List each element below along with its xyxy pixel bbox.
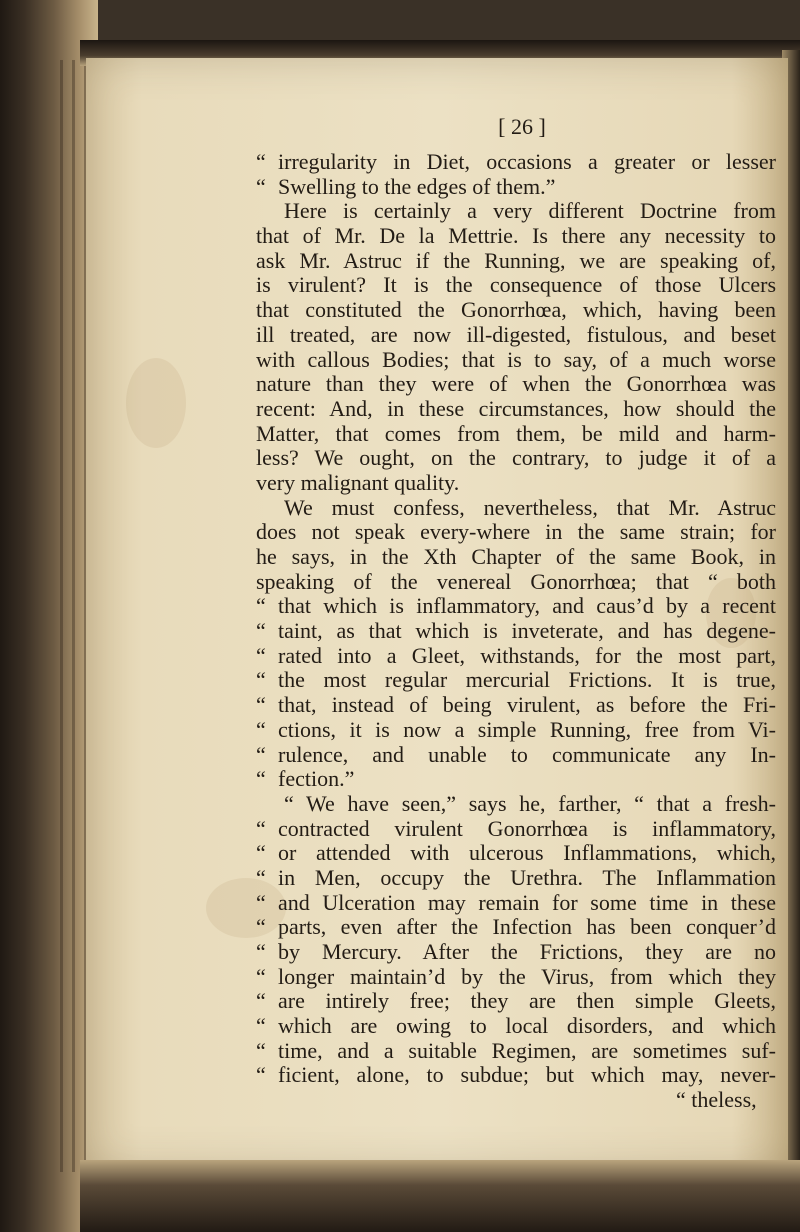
line-text: taint, as that which is inveterate, and has degene- — [278, 618, 776, 644]
quote-mark: “ — [256, 988, 266, 1014]
text-line — [256, 1014, 776, 1039]
text-line — [256, 348, 776, 373]
text-line — [256, 1039, 776, 1064]
catchword: “ theless, — [676, 1087, 757, 1113]
line-text: in Men, occupy the Urethra. The Inflammation — [278, 864, 776, 890]
text-line — [256, 841, 776, 866]
text-line — [256, 273, 776, 298]
text-line — [256, 372, 776, 397]
line-text: We must confess, nevertheless, that Mr. Astruc — [284, 494, 776, 520]
book-binding — [0, 0, 98, 1232]
line-text: with callous Bodies; that is to say, of a much worse — [256, 346, 776, 372]
line-text: ill treated, are now ill-digested, fistulous, and beset — [256, 321, 776, 347]
line-text: by Mercury. After the Frictions, they are no — [278, 939, 776, 964]
line-text: Matter, that comes from them, be mild and harm- — [256, 420, 776, 446]
text-line — [256, 150, 776, 175]
quote-mark: “ — [256, 864, 266, 890]
quote-mark: “ — [256, 1062, 266, 1088]
text-line — [256, 570, 776, 595]
text-line — [256, 323, 776, 348]
quote-mark: “ — [256, 173, 266, 199]
text-line — [256, 792, 776, 817]
line-text: “ We have seen,” says he, farther, “ that a fresh- — [284, 790, 776, 816]
page-bottom-edge — [80, 1160, 800, 1232]
body-text — [256, 150, 776, 1088]
line-text: rated into a Gleet, withstands, for the most part, — [278, 642, 776, 668]
quote-mark: “ — [256, 914, 266, 940]
text-line — [256, 866, 776, 891]
quote-mark: “ — [256, 642, 266, 668]
quote-mark: “ — [256, 692, 266, 718]
line-text: fection.” — [278, 766, 355, 792]
line-text: Here is certainly a very different Doctrine from — [284, 198, 776, 224]
line-text: ctions, it is now a simple Running, free from Vi- — [278, 716, 776, 742]
quote-mark: “ — [256, 716, 266, 742]
text-line — [256, 298, 776, 323]
line-text: longer maintain’d by the Virus, from which they — [278, 963, 776, 989]
text-line — [256, 767, 776, 792]
quote-mark: “ — [256, 766, 266, 792]
line-text: speaking of the venereal Gonorrhœa; that “ both — [256, 568, 776, 594]
quote-mark: “ — [256, 149, 266, 174]
line-text: ficient, alone, to subdue; but which may, never- — [278, 1062, 776, 1088]
line-text: time, and a suitable Regimen, are sometimes suf- — [278, 1037, 776, 1063]
line-text: and Ulceration may remain for some time in these — [278, 889, 776, 915]
quote-mark: “ — [256, 1013, 266, 1039]
text-line — [256, 224, 776, 249]
line-text: recent: And, in these circumstances, how should the — [256, 395, 776, 421]
text-line — [256, 718, 776, 743]
line-text: nature than they were of when the Gonorrhœa was — [256, 371, 776, 397]
line-text: very malignant quality. — [256, 469, 460, 495]
text-line — [256, 817, 776, 842]
text-line — [256, 965, 776, 990]
text-line — [256, 594, 776, 619]
text-line — [256, 545, 776, 570]
line-text: the most regular mercurial Frictions. It is true, — [278, 667, 776, 693]
line-text: he says, in the Xth Chapter of the same Book, in — [256, 544, 776, 569]
quote-mark: “ — [256, 593, 266, 619]
line-text: which are owing to local disorders, and which — [278, 1013, 776, 1039]
line-text: parts, even after the Infection has been conquer’d — [278, 914, 776, 940]
text-line — [256, 940, 776, 965]
text-line — [256, 422, 776, 447]
text-line — [256, 743, 776, 768]
line-text: irregularity in Diet, occasions a greater or lesser — [278, 149, 776, 174]
quote-mark: “ — [256, 963, 266, 989]
line-text: ask Mr. Astruc if the Running, we are speaking of, — [256, 247, 776, 273]
line-text: or attended with ulcerous Inflammations, which, — [278, 840, 776, 866]
quote-mark: “ — [256, 939, 266, 964]
text-line — [256, 693, 776, 718]
line-text: rulence, and unable to communicate any In- — [278, 741, 776, 767]
line-text: Swelling to the edges of them.” — [278, 173, 556, 199]
line-text: that, instead of being virulent, as before the Fri- — [278, 692, 776, 718]
text-line — [256, 446, 776, 471]
quote-mark: “ — [256, 618, 266, 644]
text-line — [256, 175, 776, 200]
catchword-line — [256, 1088, 776, 1114]
line-text: contracted virulent Gonorrhœa is inflammatory, — [278, 815, 776, 841]
text-line — [256, 915, 776, 940]
text-line — [256, 496, 776, 521]
text-line — [256, 397, 776, 422]
line-text: that constituted the Gonorrhœa, which, having been — [256, 297, 776, 323]
line-text: that of Mr. De la Mettrie. Is there any necessity to — [256, 223, 776, 249]
line-text: are intirely free; they are then simple Gleets, — [278, 988, 776, 1014]
text-line — [256, 891, 776, 916]
quote-mark: “ — [256, 667, 266, 693]
text-line — [256, 199, 776, 224]
quote-mark: “ — [256, 840, 266, 866]
line-text: is virulent? It is the consequence of those Ulcers — [256, 272, 776, 298]
text-line — [256, 668, 776, 693]
line-text: that which is inflammatory, and caus’d by a recent — [278, 593, 776, 619]
text-line — [256, 249, 776, 274]
line-text: does not speak every-where in the same strain; for — [256, 519, 776, 545]
line-text: less? We ought, on the contrary, to judge it of a — [256, 445, 776, 471]
text-block — [256, 114, 776, 1114]
text-line — [256, 520, 776, 545]
text-line — [256, 644, 776, 669]
text-line — [256, 471, 776, 496]
quote-mark: “ — [256, 1037, 266, 1063]
quote-mark: “ — [256, 741, 266, 767]
page-number: [ 26 ] — [498, 114, 546, 139]
text-line — [256, 619, 776, 644]
text-line — [256, 989, 776, 1014]
quote-mark: “ — [256, 815, 266, 841]
text-line — [256, 1063, 776, 1088]
quote-mark: “ — [256, 889, 266, 915]
